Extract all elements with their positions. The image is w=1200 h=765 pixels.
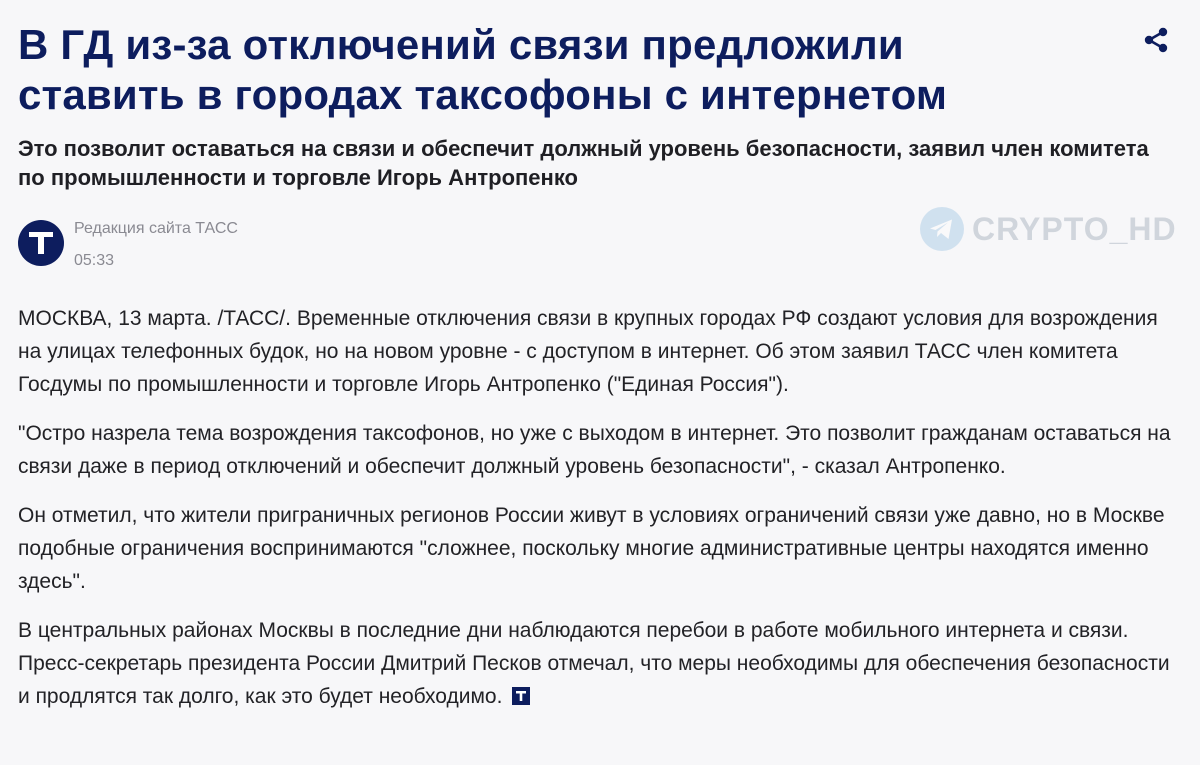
paragraph-2: "Остро назрела тема возрождения таксофонов, но уже с выходом в интернет. Это позволит гражданам оставаться на связи даже в период отключений и обеспечит должный уровень безопасности", - сказал Антропенко. bbox=[18, 422, 1171, 478]
article-headline: В ГД из-за отключений связи предложили ставить в городах таксофоны с интернетом bbox=[18, 21, 948, 118]
author-name[interactable]: Редакция сайта ТАСС bbox=[74, 220, 238, 237]
paragraph-4 bbox=[18, 614, 1178, 713]
paragraph-1: МОСКВА, 13 марта. /ТАСС/. Временные отключения связи в крупных городах РФ создают условия для возрождения на улицах телефонных будок, но на новом уровне - с доступом в интернет. Об этом заявил ТАСС член комитета Госдумы по промышленности и торговле Игорь Антропенко ("Единая Россия"). bbox=[18, 307, 1158, 396]
tass-logo-icon[interactable] bbox=[18, 220, 64, 266]
tass-end-mark-icon bbox=[512, 682, 530, 700]
watermark-text: CRYPTO_HD bbox=[972, 210, 1177, 247]
telegram-icon bbox=[920, 207, 964, 251]
share-icon[interactable] bbox=[1140, 24, 1172, 56]
paragraph-4-text: В центральных районах Москвы в последние дни наблюдаются перебои в работе мобильного интернета и связи. Пресс-секретарь президента России Дмитрий Песков отмечал, что меры необходимы для обеспечения безопасности и продлятся так долго, как это будет необходимо. bbox=[18, 619, 1170, 708]
article-lead: Это позволит оставаться на связи и обеспечит должный уровень безопасности, заявил член комитета по промышленности и торговле Игорь Антропенко bbox=[18, 136, 1149, 190]
byline bbox=[18, 210, 1188, 274]
publish-time: 05:33 bbox=[74, 252, 115, 269]
watermark bbox=[920, 204, 1177, 254]
paragraph-3: Он отметил, что жители приграничных регионов России живут в условиях ограничений связи уже давно, но в Москве подобные ограничения воспринимаются "сложнее, поскольку многие административные центры находятся именно здесь". bbox=[18, 504, 1165, 593]
article bbox=[18, 0, 1188, 729]
article-body bbox=[18, 302, 1178, 713]
